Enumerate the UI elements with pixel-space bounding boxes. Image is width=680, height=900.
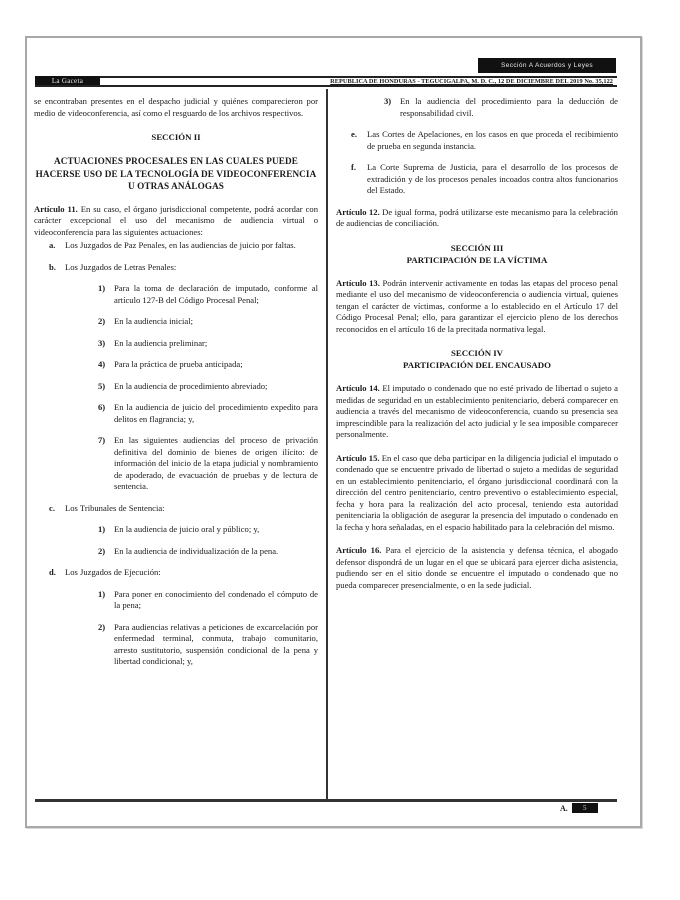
article-text: El imputado o condenado que no esté privado de libertad o sujeto a medidas de seguridad en un establecimiento penitenciario, deberá comparecer en audiencia a través del mecanismo de videoconferencia, cuando su presencia sea imprescindible para la realización del acto judicial y le sea imposible comparecer personalmente.: [336, 383, 618, 439]
item-marker: 3): [384, 96, 392, 106]
article-text: Para el ejercicio de la asistencia y defensa técnica, el abogado defensor dispondrá de un lugar en el que se ubicará para ejercer dicha asistencia, pudiendo ser en el sitio donde se encuentre el imputado o condenado que no pueda comparecer presencialmente, o en la sede judicial.: [336, 545, 618, 590]
list-subitem: [98, 316, 318, 328]
intro-paragraph: se encontraban presentes en el despacho judicial y quiénes comparecieron por medio de videoconferencia, así como el resguardo de los archivos respectivos.: [34, 96, 318, 118]
item-text: Para la toma de declaración de imputado, conforme al artículo 127-B del Código Procesal Penal;: [114, 283, 318, 305]
item-text: Los Juzgados de Letras Penales:: [65, 261, 177, 272]
list-subitem: [384, 96, 618, 119]
list-subitem: [98, 589, 318, 612]
list-subitem: [98, 435, 318, 493]
page-number: 5: [572, 803, 598, 813]
list-item-c: [49, 503, 318, 515]
article-13: [336, 278, 618, 336]
column-divider: [326, 89, 328, 801]
item-text: En la audiencia de individualización de la pena.: [114, 545, 279, 556]
article-11: [34, 204, 318, 239]
item-marker: c.: [49, 502, 55, 513]
article-label: Artículo 13.: [336, 277, 380, 288]
list-item-f: [351, 162, 618, 197]
right-column: [336, 96, 618, 603]
item-text: En la audiencia preliminar;: [114, 337, 208, 348]
item-text: La Corte Suprema de Justicia, para el desarrollo de los procesos de extradición y de los procesos penales incoados contra altos funcionarios del Estado.: [367, 162, 618, 195]
masthead-title: REPUBLICA DE HONDURAS - TEGUCIGALPA, M. D. C., 12 DE DICIEMBRE DEL 2019 No. 35,122: [100, 76, 617, 85]
section-2-title: SECCIÓN II: [151, 132, 201, 142]
item-text: Los Juzgados de Paz Penales, en las audiencias de juicio por faltas.: [65, 240, 296, 250]
item-text: Para audiencias relativas a peticiones de excarcelación por enfermedad terminal, conmuta, trabajo comunitario, arresto sustitutorio, suspensión condicional de la pena y libertad condicional; y,: [114, 621, 318, 666]
list-subitem: [98, 402, 318, 425]
article-text: En el caso que deba participar en la diligencia judicial el imputado o condenado que se encuentre privado de libertad o sujeto a medidas de seguridad en un establecimiento penitenciario, el órgano jurisdiccional coordinará con la dirección del centro penitenciario, centro preventivo o establecimiento especial, fecha y hora para la realización del acto procesal, teniendo esta autoridad penitenciaria la obligación de asegurar la presencia del imputado o condenado en la fecha y hora señaladas, en el espacio habilitado para la celebración del mismo.: [336, 452, 618, 532]
article-14: [336, 383, 618, 441]
section-3-title: SECCIÓN III: [450, 242, 504, 253]
item-text: En la audiencia de procedimiento abreviado;: [114, 380, 268, 391]
item-text: En la audiencia inicial;: [114, 316, 193, 326]
article-text: De igual forma, podrá utilizarse este mecanismo para la celebración de audiencias de conciliación.: [336, 206, 618, 228]
list-subitem: [98, 622, 318, 668]
item-marker: f.: [351, 162, 357, 172]
item-text: En las siguientes audiencias del proceso de privación definitiva del dominio de bienes de origen ilícito: de información del inicio de la etapa judicial y nombramiento de apoderado, de evacuación de pruebas y de lectura de sentencia.: [114, 435, 318, 491]
article-15: [336, 453, 618, 534]
list-subitem: [98, 546, 318, 558]
item-text: En la audiencia de juicio del procedimiento expedito para delitos en flagrancia; y,: [114, 402, 318, 424]
item-marker: 1): [98, 524, 106, 534]
bottom-rule: [35, 799, 617, 802]
footer-section-label: A.: [560, 803, 568, 813]
item-text: Para la práctica de prueba anticipada;: [114, 359, 243, 369]
item-marker: a.: [49, 240, 56, 250]
list-item-b: [49, 262, 318, 274]
list-subitem: [98, 283, 318, 306]
list-subitem: [98, 359, 318, 371]
page-footer: [560, 803, 598, 813]
section-4-subtitle: PARTICIPACIÓN DEL ENCAUSADO: [403, 360, 551, 370]
section-2-subtitle: ACTUACIONES PROCESALES EN LAS CUALES PUEDE HACERSE USO DE LA TECNOLOGÍA DE VIDEOCONFERENCIA U OTRAS ANÁLOGAS: [35, 156, 317, 191]
item-text: Los Juzgados de Ejecución:: [65, 567, 161, 577]
list-item-a: [49, 240, 318, 252]
list-item-d: [49, 567, 318, 579]
section-4-title: SECCIÓN IV: [450, 348, 504, 358]
list-subitem: [98, 338, 318, 350]
list-item-e: [351, 129, 618, 152]
article-16: [336, 545, 618, 591]
item-marker: b.: [49, 261, 56, 272]
section-4-heading: [336, 347, 618, 371]
item-marker: 2): [98, 621, 106, 632]
article-label: Artículo 15.: [336, 452, 380, 463]
item-text: Los Tribunales de Sentencia:: [65, 502, 165, 513]
article-12: [336, 207, 618, 230]
list-subitem: [98, 381, 318, 393]
item-marker: 3): [98, 337, 106, 348]
item-marker: 2): [98, 545, 106, 556]
item-text: Para poner en conocimiento del condenado el cómputo de la pena;: [114, 588, 318, 610]
section-tag: Sección A Acuerdos y Leyes: [478, 58, 616, 73]
item-text: En la audiencia del procedimiento para la deducción de responsabilidad civil.: [400, 96, 618, 118]
item-marker: 7): [98, 435, 106, 445]
article-text: En su caso, el órgano jurisdiccional competente, podrá acordar con carácter excepcional el uso del mecanismo de audiencia virtual o videoconferencia para las siguientes actuaciones:: [34, 203, 318, 237]
gazette-logo: La Gaceta: [35, 76, 100, 85]
item-marker: d.: [49, 567, 56, 577]
item-marker: e.: [351, 129, 357, 139]
item-marker: 4): [98, 359, 106, 369]
item-marker: 1): [98, 588, 106, 599]
item-text: Las Cortes de Apelaciones, en los casos en que proceda el recibimiento de prueba en segunda instancia.: [367, 129, 618, 151]
masthead: [35, 76, 617, 87]
section-3-heading: [336, 242, 618, 266]
article-text: Podrán intervenir activamente en todas las etapas del proceso penal mediante el uso del mecanismo de videoconferencia o audiencia virtual, quienes tengan el carácter de víctimas, conforme a lo establecido en el Artículo 17 del Código Procesal Penal; ello, para garantizar el ejercicio pleno de los derechos reconocidos en el artículo 16 de la precitada normativa legal.: [336, 277, 618, 334]
item-marker: 5): [98, 380, 106, 391]
item-marker: 6): [98, 402, 106, 412]
article-label: Artículo 11.: [34, 203, 78, 214]
item-marker: 1): [98, 283, 106, 293]
item-text: En la audiencia de juicio oral y público; y,: [114, 524, 260, 534]
list-subitem: [98, 524, 318, 536]
article-label: Artículo 16.: [336, 545, 382, 555]
left-column: [34, 96, 318, 678]
section-3-subtitle: PARTICIPACIÓN DE LA VÍCTIMA: [406, 254, 548, 265]
article-label: Artículo 12.: [336, 206, 380, 217]
article-label: Artículo 14.: [336, 383, 380, 393]
item-marker: 2): [98, 316, 106, 326]
